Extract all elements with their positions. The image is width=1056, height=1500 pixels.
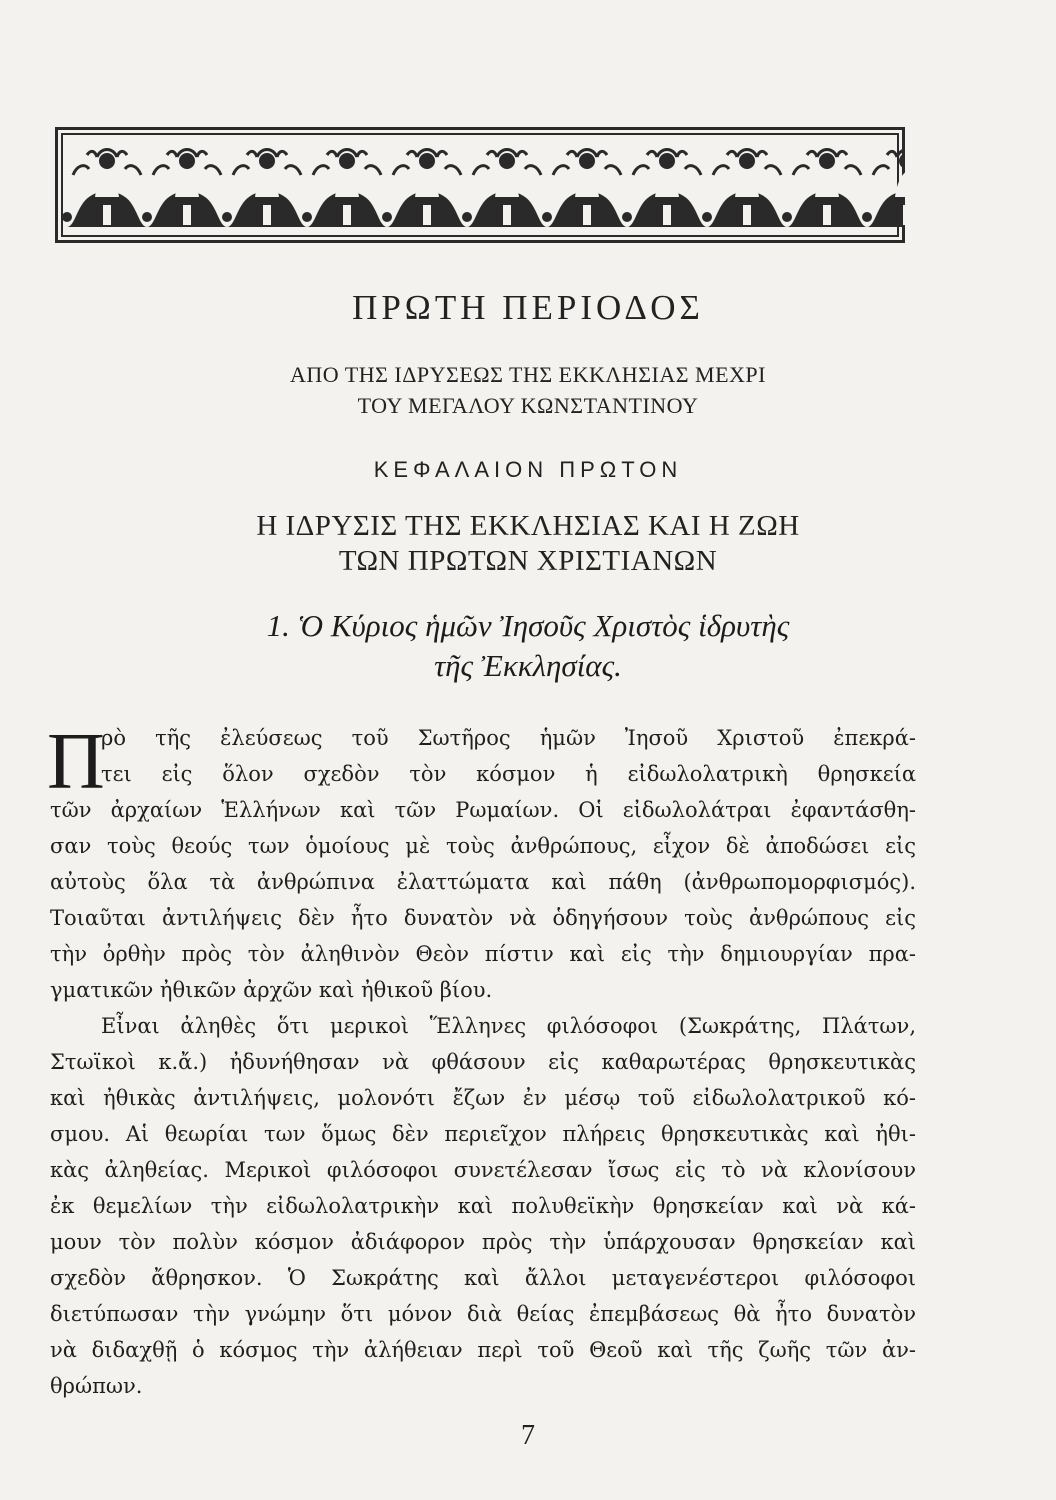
body-line: σχεδὸν ἄθρησκον. Ὁ Σωκράτης καὶ ἄλλοι μεταγενέστεροι φιλόσοφοι — [50, 1266, 916, 1290]
chapter-title-line1: Η ΙΔΡΥΣΙΣ ΤΗΣ ΕΚΚΛΗΣΙΑΣ ΚΑΙ Η ΖΩΗ — [256, 510, 800, 542]
body-line: καὶ ἠθικὰς ἀντιλήψεις, μολονότι ἔζων ἐν μέσῳ τοῦ εἰδωλολατρικοῦ κό- — [50, 1086, 916, 1110]
body-line: γματικῶν ἠθικῶν ἀρχῶν καὶ ἠθικοῦ βίου. — [50, 978, 493, 1002]
body-line: κὰς ἀληθείας. Μερικοὶ φιλόσοφοι συνετέλεσαν ἴσως εἰς τὸ νὰ κλονίσουν — [50, 1158, 916, 1182]
drop-cap: Π — [47, 718, 105, 806]
body-line: Τοιαῦται ἀντιλήψεις δὲν ἦτο δυνατὸν νὰ ὁδηγήσουν τοὺς ἀνθρώπους εἰς — [50, 906, 916, 930]
body-line: διετύπωσαν τὴν γνώμην ὅτι μόνον διὰ θείας ἐπεμβάσεως θὰ ἦτο δυνατὸν — [50, 1302, 916, 1326]
body-line: ἐκ θεμελίων τὴν εἰδωλολατρικὴν καὶ πολυθεϊκὴν θρησκείαν καὶ νὰ κά- — [50, 1194, 916, 1218]
period-title: ΠΡΩΤΗ ΠΕΡΙΟΔΟΣ — [352, 288, 704, 327]
body-line: τὴν ὀρθὴν πρὸς τὸν ἀληθινὸν Θεὸν πίστιν καὶ εἰς τὴν δημιουργίαν πρα- — [50, 942, 916, 966]
section-title-line1: 1. Ὁ Κύριος ἡμῶν Ἰησοῦς Χριστὸς ἱδρυτὴς — [266, 608, 790, 643]
body-line: νὰ διδαχθῇ ὁ κόσμος τὴν ἀλήθειαν περὶ τοῦ Θεοῦ καὶ τῆς ζωῆς τῶν ἀν- — [50, 1338, 916, 1362]
body-line: Στωϊκοὶ κ.ἄ.) ἠδυνήθησαν νὰ φθάσουν εἰς καθαρωτέρας θρησκευτικὰς — [50, 1050, 916, 1074]
body-line: σμου. Αἱ θεωρίαι των ὅμως δὲν περιεῖχον πλήρεις θρησκευτικὰς καὶ ἠθι- — [50, 1122, 916, 1146]
body-line: σαν τοὺς θεούς των ὁμοίους μὲ τοὺς ἀνθρώπους, εἶχον δὲ ἀποδώσει εἰς — [50, 834, 916, 858]
body-line: ρὸ τῆς ἐλεύσεως τοῦ Σωτῆρος ἡμῶν Ἰησοῦ Χριστοῦ ἐπεκρά- — [101, 726, 916, 750]
body-line: θρώπων. — [50, 1374, 143, 1398]
page-number: 7 — [521, 1420, 535, 1451]
chapter-label: ΚΕΦΑΛΑΙΟΝ ΠΡΩΤΟΝ — [373, 457, 683, 482]
period-subtitle-line1: ΑΠΟ ΤΗΣ ΙΔΡΥΣΕΩΣ ΤΗΣ ΕΚΚΛΗΣΙΑΣ ΜΕΧΡΙ — [290, 362, 766, 387]
body-line: Εἶναι ἀληθὲς ὅτι μερικοὶ Ἕλληνες φιλόσοφοι (Σωκράτης, Πλάτων, — [101, 1014, 916, 1038]
ornament-band — [55, 127, 905, 243]
section-title-line2: τῆς Ἐκκλησίας. — [434, 648, 622, 683]
body-line: αὐτοὺς ὅλα τὰ ἀνθρώπινα ἐλαττώματα καὶ πάθη (ἀνθρωπομορφισμός). — [50, 870, 916, 894]
period-subtitle-line2: ΤΟΥ ΜΕΓΑΛΟΥ ΚΩΝΣΤΑΝΤΙΝΟΥ — [357, 393, 699, 418]
body-line: τῶν ἀρχαίων Ἑλλήνων καὶ τῶν Ρωμαίων. Οἱ εἰδωλολάτραι ἐφαντάσθη- — [50, 798, 916, 822]
body-line: μουν τὸν πολὺν κόσμον ἀδιάφορον πρὸς τὴν ὑπάρχουσαν θρησκείαν καὶ — [50, 1230, 916, 1254]
floral-band-icon — [55, 127, 905, 243]
body-line: τει εἰς ὅλον σχεδὸν τὸν κόσμον ἡ εἰδωλολατρικὴ θρησκεία — [101, 762, 916, 786]
chapter-title-line2: ΤΩΝ ΠΡΩΤΩΝ ΧΡΙΣΤΙΑΝΩΝ — [338, 545, 718, 577]
